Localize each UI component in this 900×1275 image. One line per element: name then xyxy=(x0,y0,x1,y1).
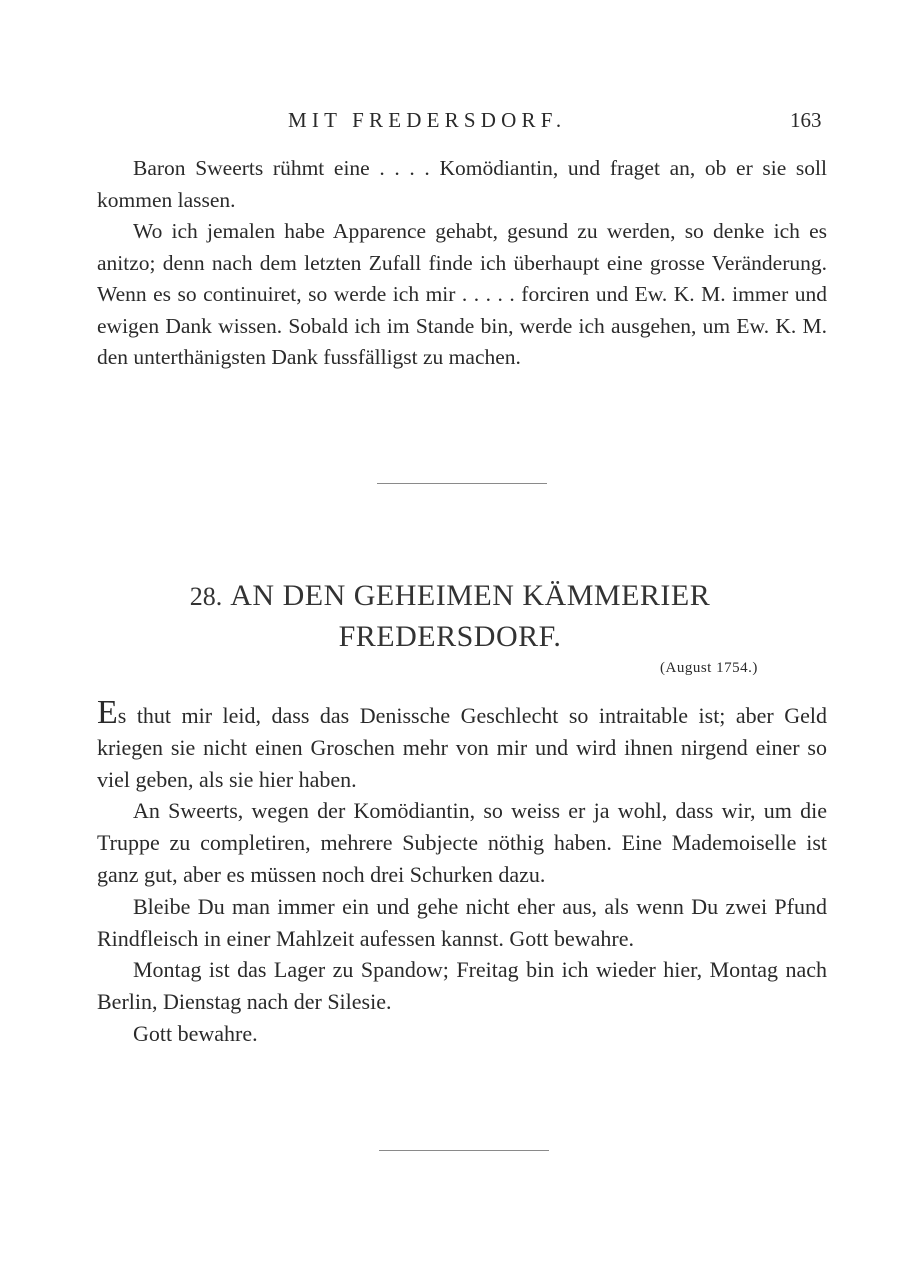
letter-body xyxy=(97,694,827,1050)
paragraph: Wo ich jemalen habe Apparence gehabt, gesund zu werden, so denke ich es anitzo; denn nach dem letzten Zufall finde ich überhaupt eine grosse Veränderung. Wenn es so continuiret, so werde ich mir . . . . . forciren und Ew. K. M. immer und ewigen Dank wissen. Sobald ich im Stande bin, werde ich ausgehen, um Ew. K. M. den unterthänigsten Dank fussfälligst zu machen. xyxy=(97,219,827,369)
continued-letter-text xyxy=(97,153,827,374)
paragraph: Bleibe Du man immer ein und gehe nicht eher aus, als wenn Du zwei Pfund Rindfleisch in einer Mahlzeit aufessen kannst. Gott bewahre. xyxy=(97,893,827,951)
letter-number: 28. xyxy=(189,582,223,611)
paragraph: Baron Sweerts rühmt eine . . . . Komödiantin, und fraget an, ob er sie soll kommen lassen. xyxy=(97,156,827,212)
opening-paragraph xyxy=(97,694,827,795)
section-divider xyxy=(377,483,547,484)
paragraph: An Sweerts, wegen der Komödiantin, so weiss er ja wohl, dass wir, um die Truppe zu completiren, mehrere Subjecte nöthig haben. Eine Mademoiselle ist ganz gut, aber es müssen noch drei Schurken dazu. xyxy=(97,798,827,887)
initial-letter: E xyxy=(97,694,118,731)
paragraph: Montag ist das Lager zu Spandow; Freitag bin ich wieder hier, Montag nach Berlin, Dienstag nach der Silesie. xyxy=(97,957,827,1015)
paragraph: Gott bewahre. xyxy=(133,1020,258,1046)
page-number: 163 xyxy=(790,108,822,132)
running-head xyxy=(0,108,900,138)
letter-heading xyxy=(0,576,900,657)
letter-title-line-2: FREDERSDORF. xyxy=(338,620,562,653)
letter-title-line-1: AN DEN GEHEIMEN KÄMMERIER xyxy=(230,579,711,612)
running-title: MIT FREDERSDORF. xyxy=(288,108,567,132)
section-divider xyxy=(379,1150,549,1151)
letter-date: (August 1754.) xyxy=(660,660,758,676)
opening-paragraph-text: s thut mir leid, dass das Denissche Geschlecht so intraitable ist; aber Geld kriegen sie nicht einen Groschen mehr von mir und wird ihnen nirgend einer so viel geben, als sie hier haben. xyxy=(97,703,827,792)
